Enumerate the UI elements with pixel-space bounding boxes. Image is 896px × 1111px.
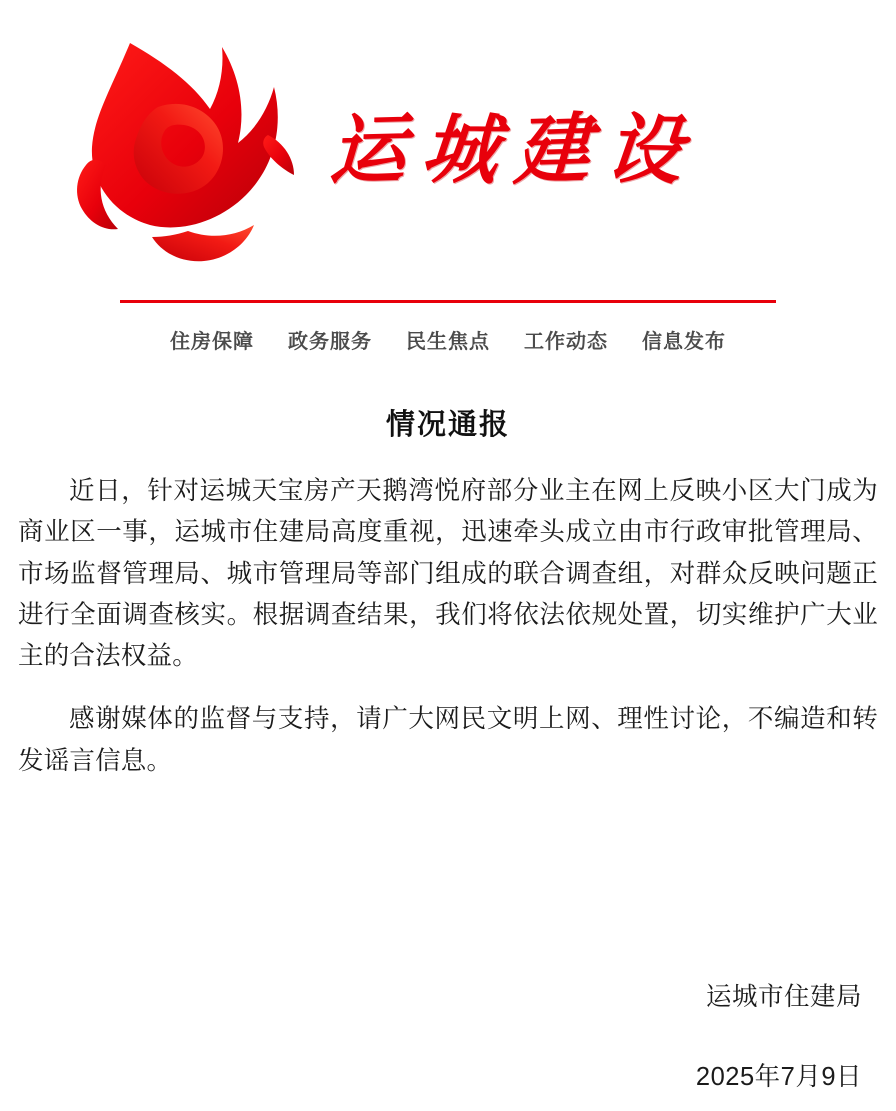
nav-item-work-updates[interactable]: 工作动态 xyxy=(524,331,608,353)
masthead xyxy=(0,0,896,300)
wordmark-char-1: 运 xyxy=(328,104,409,195)
article-paragraph-1: 近日，针对运城天宝房产天鹅湾悦府部分业主在网上反映小区大门成为商业区一事，运城市住建局高度重视，迅速牵头成立由市行政审批管理局、市场监督管理局、城市管理局等部门组成的联合调查组，对群众反映问题正进行全面调查核实。根据调查结果，我们将依法依规处置，切实维护广大业主的合法权益。 xyxy=(18,477,878,671)
wordmark-char-3: 建 xyxy=(512,103,592,196)
wordmark xyxy=(328,103,687,196)
nav-item-livelihood-focus[interactable]: 民生焦点 xyxy=(406,331,490,353)
article-paragraph-2: 感谢媒体的监督与支持，请广大网民文明上网、理性讨论，不编造和转发谣言信息。 xyxy=(18,705,878,775)
main-nav xyxy=(0,303,896,354)
nav-item-information-release[interactable]: 信息发布 xyxy=(642,331,726,353)
signature-date: 2025年7月9日 xyxy=(695,1063,862,1091)
article xyxy=(0,354,896,782)
nav-item-government-services[interactable]: 政务服务 xyxy=(288,331,372,353)
wordmark-char-4: 设 xyxy=(601,104,687,195)
page-title: 情况通报 xyxy=(385,409,510,441)
flame-phoenix-logo-icon xyxy=(70,25,310,275)
signature-organization: 运城市住建局 xyxy=(705,983,862,1011)
signature-block xyxy=(696,977,862,1093)
nav-item-housing-security[interactable]: 住房保障 xyxy=(170,331,254,353)
wordmark-char-2: 城 xyxy=(418,104,502,195)
